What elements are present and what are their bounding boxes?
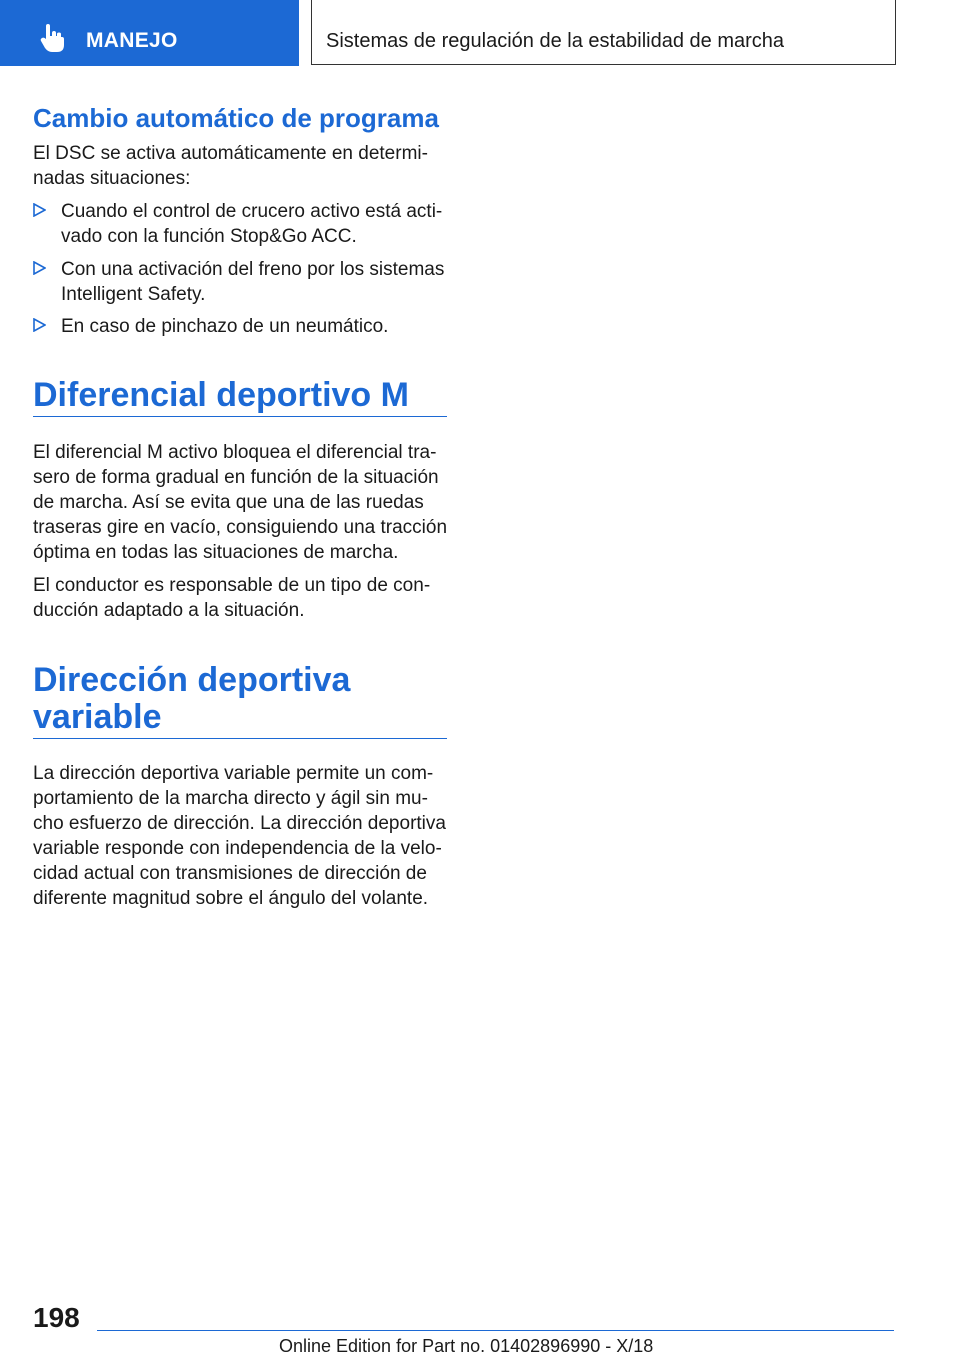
text-line: El DSC se activa automáticamente en determi‐ bbox=[33, 143, 428, 164]
intro-paragraph bbox=[33, 141, 449, 191]
text-line: traseras gire en vacío, consiguiendo una tracción bbox=[33, 517, 448, 538]
heading-cambio-automatico: Cambio automático de programa bbox=[33, 103, 439, 133]
chapter-title: Sistemas de regulación de la estabilidad de marcha bbox=[326, 30, 785, 52]
text-line: portamiento de la marcha directo y ágil sin mu‐ bbox=[33, 788, 428, 809]
text-line: cho esfuerzo de dirección. La dirección deportiva bbox=[33, 813, 446, 834]
text-line: En caso de pinchazo de un neumático. bbox=[61, 316, 389, 337]
page-number: 198 bbox=[33, 1302, 80, 1333]
text-line: Con una activación del freno por los sistemas bbox=[61, 259, 445, 280]
paragraph bbox=[33, 440, 449, 565]
text-line: ducción adaptado a la situación. bbox=[33, 600, 305, 621]
paragraph bbox=[33, 573, 449, 623]
heading-line: Dirección deportiva bbox=[33, 661, 351, 699]
triangle-bullet-icon bbox=[33, 318, 46, 332]
text-line: El diferencial M activo bloquea el diferencial tra‐ bbox=[33, 442, 437, 463]
triangle-bullet-icon bbox=[33, 203, 46, 217]
text-line: de marcha. Así se evita que una de las ruedas bbox=[33, 492, 424, 513]
text-line: La dirección deportiva variable permite un com‐ bbox=[33, 763, 434, 784]
heading-diferencial-deportivo: Diferencial deportivo M bbox=[33, 377, 447, 417]
chapter-header bbox=[311, 0, 896, 65]
text-line: diferente magnitud sobre el ángulo del volante. bbox=[33, 888, 429, 909]
paragraph bbox=[33, 761, 449, 911]
text-line: Intelligent Safety. bbox=[61, 284, 206, 305]
footer-divider bbox=[97, 1330, 894, 1331]
text-line: cidad actual con transmisiones de dirección de bbox=[33, 863, 427, 884]
triangle-bullet-icon bbox=[33, 261, 46, 275]
text-line: nadas situaciones: bbox=[33, 168, 191, 189]
text-line: vado con la función Stop&Go ACC. bbox=[61, 226, 357, 247]
section-tab[interactable] bbox=[0, 0, 299, 66]
text-line: óptima en todas las situaciones de marcha. bbox=[33, 542, 399, 563]
heading-direccion-deportiva bbox=[33, 662, 447, 739]
text-line: Cuando el control de crucero activo está acti‐ bbox=[61, 201, 443, 222]
text-line: sero de forma gradual en función de la situación bbox=[33, 467, 439, 488]
heading-line: variable bbox=[33, 698, 162, 736]
edition-note: Online Edition for Part no. 01402896990 - X/18 bbox=[279, 1336, 654, 1356]
section-label: MANEJO bbox=[86, 29, 178, 52]
text-line: variable responde con independencia de la velo‐ bbox=[33, 838, 442, 859]
text-line: El conductor es responsable de un tipo de con‐ bbox=[33, 575, 431, 596]
hand-pointer-icon bbox=[40, 24, 66, 52]
